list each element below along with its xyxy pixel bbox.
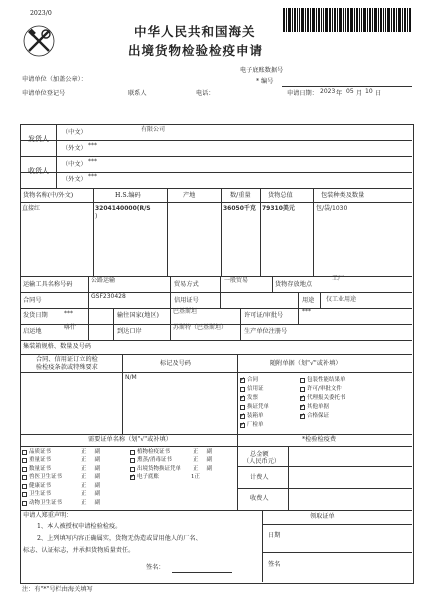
date-year: 2023: [320, 88, 336, 95]
checkbox-icon[interactable]: [300, 378, 305, 383]
collector-label: 收费人: [250, 495, 269, 502]
certs-left-list: [22, 448, 122, 508]
trade-label: 贸易方式: [174, 281, 199, 288]
certs-label: 需要证单名称（划"√"或补填）: [88, 436, 172, 443]
goods-header-pack: 包装种类及数量: [321, 192, 365, 199]
goods-hs-cont: ): [95, 213, 98, 220]
phone-label: 电话：: [196, 90, 215, 97]
declaration-label: 申请人郑重声明：: [23, 512, 73, 519]
checkbox-icon[interactable]: [240, 378, 245, 383]
doc-guarantee[interactable]: ✓ 合格保证: [300, 412, 410, 421]
checkbox-icon[interactable]: [22, 475, 27, 480]
checkbox-icon[interactable]: [22, 492, 27, 497]
applicant-unit-label: 申请单位（加盖公章）：: [22, 76, 87, 83]
origin-port-value: 喀什: [64, 324, 77, 331]
dest-country-label: 输往国家(地区): [117, 312, 159, 319]
checkbox-icon[interactable]: [240, 423, 245, 428]
e-bottom-label: 电子底账数据号: [240, 67, 284, 74]
consignor-label: 发货人: [28, 135, 49, 143]
consignor-en-value: ***: [88, 142, 97, 149]
calc-label: 计费人: [250, 474, 269, 481]
arrival-port-value: 苏斯特（巴基斯坦）: [173, 324, 228, 331]
pickup-label: 领取证单: [310, 513, 335, 520]
origin-port-label: 启运地: [23, 328, 42, 335]
consignee-cn-label: （中文）: [62, 161, 87, 168]
checkbox-icon[interactable]: [22, 458, 27, 463]
checkbox-icon[interactable]: [130, 467, 135, 472]
ship-date-label: 发货日期: [23, 312, 48, 319]
usage-label: 用途: [302, 297, 315, 304]
cert-veterinary[interactable]: 兽医卫生证书 正 副: [22, 474, 122, 483]
goods-header-hs: H.S.编码: [115, 192, 141, 199]
cert-sanitary[interactable]: 卫生证书 正 副: [22, 491, 122, 500]
contract-value: GSF230428: [91, 293, 126, 300]
lc-label: 信用证号: [174, 297, 199, 304]
permit-value: ***: [302, 308, 311, 315]
contract-label: 合同号: [23, 297, 42, 304]
day-unit: 日: [375, 90, 382, 97]
cert-e-bottom[interactable]: ✓ 电子底账 1 正: [130, 474, 235, 483]
footer-note: 注：有"*"号栏由海关填写: [22, 586, 93, 593]
date-month: 05: [346, 88, 354, 95]
lc-terms-label-2: 验检疫条款或特殊要求: [36, 364, 98, 371]
doc-other[interactable]: ✓ 其他单据: [300, 403, 410, 412]
doc-contract[interactable]: ✓ 合同: [240, 376, 290, 385]
cert-animal[interactable]: 动物卫生证书 正 副: [22, 499, 122, 508]
title-line1: 中华人民共和国海关: [134, 24, 256, 39]
checkbox-icon[interactable]: [300, 387, 305, 392]
trade-value: 一般贸易: [224, 277, 249, 284]
cert-weight[interactable]: 重量证书 正 副: [22, 457, 122, 466]
consignee-label: 收货人: [28, 167, 49, 175]
goods-hs: 3204140000(R/S: [95, 205, 151, 212]
cert-exchange[interactable]: 出境货物换证凭单 正 副: [130, 465, 235, 474]
storage-label: 货物存放地点: [275, 281, 313, 288]
checkbox-icon[interactable]: [22, 501, 27, 506]
month-unit: 月: [356, 90, 363, 97]
doc-factory[interactable]: ✓ 厂检单: [240, 421, 290, 430]
lc-terms-label-1: 合同、信用证订立的检: [36, 356, 98, 363]
goods-header-value: 货物总值: [268, 192, 293, 199]
pickup-sign-label: 签名: [268, 561, 281, 568]
declaration-line3: 标志、认证标志，并承担货物质量责任。: [23, 547, 135, 554]
checkbox-icon[interactable]: [22, 450, 27, 455]
fee-label: *检验检疫费: [302, 436, 337, 443]
checkbox-icon[interactable]: [300, 414, 305, 419]
consignor-en-label: （外文）: [62, 145, 87, 152]
docs-right-list: [300, 376, 410, 421]
arrival-port-label: 到达口岸: [117, 328, 142, 335]
year-unit: 年: [336, 90, 343, 97]
checkbox-icon[interactable]: [130, 450, 135, 455]
cert-health[interactable]: 健康证书 正 副: [22, 482, 122, 491]
checkbox-icon[interactable]: [22, 484, 27, 489]
form-code: 2023/0: [30, 10, 52, 17]
doc-permit[interactable]: 许可/审批文件: [300, 385, 410, 394]
checkbox-icon[interactable]: [240, 405, 245, 410]
pickup-date-label: 日期: [268, 532, 281, 539]
checkbox-icon[interactable]: [240, 396, 245, 401]
docs-left-list: [240, 376, 290, 430]
checkbox-icon[interactable]: [240, 387, 245, 392]
checkbox-icon[interactable]: [22, 467, 27, 472]
certs-right-list: [130, 448, 235, 482]
consignor-cn-value: 有限公司: [141, 126, 166, 133]
usage-value: 仅工业用途: [326, 296, 357, 303]
goods-header-name: 货物名称(中/外文): [23, 192, 74, 199]
barcode-icon: [283, 8, 411, 32]
tool-label: 运输工具名称号码: [23, 281, 73, 288]
checkbox-icon[interactable]: [240, 414, 245, 419]
serial-label: * 编号: [256, 78, 274, 85]
goods-pack: 包/袋/1030: [316, 205, 348, 212]
total-unit: （人民币元）: [243, 458, 281, 465]
checkbox-icon[interactable]: [130, 475, 135, 480]
checkbox-icon[interactable]: [300, 396, 305, 401]
declaration-line2: 2、上列填写内容正确属实，货物无伪造或冒用他人的厂名、: [37, 535, 202, 542]
doc-exchange[interactable]: 换证凭单: [240, 403, 290, 412]
doc-packing[interactable]: ✓ 装箱单: [240, 412, 290, 421]
applicant-reg-label: 申请单位登记号: [22, 90, 66, 97]
date-label: 申请日期：: [287, 90, 318, 97]
goods-qty: 36050千克: [223, 205, 256, 212]
marks-label: 标记及号码: [160, 360, 191, 367]
consignee-cn-value: ***: [88, 158, 97, 165]
cert-phyto[interactable]: 植物检疫证书 正 副: [130, 448, 235, 457]
title-line2: 出境货物检验检疫申请: [128, 43, 264, 58]
consignee-en-label: （外文）: [62, 176, 87, 183]
dest-country-value: 巴基斯坦: [173, 308, 198, 315]
doc-lc[interactable]: 信用证: [240, 385, 290, 394]
ship-date-value: ***: [64, 310, 73, 317]
cert-quantity[interactable]: 数量证书 正 副: [22, 465, 122, 474]
container-label: 集装箱规格、数量及号码: [23, 343, 92, 350]
contact-label: 联系人: [128, 90, 147, 97]
producer-reg-label: 生产单位注册号: [244, 328, 288, 335]
consignor-cn-label: （中文）: [62, 129, 87, 136]
storage-value: 工厂: [332, 275, 345, 282]
checkbox-icon[interactable]: [300, 405, 305, 410]
doc-agency[interactable]: ✓ 代理报关委托书: [300, 394, 410, 403]
doc-pack-perf[interactable]: 包装性能结果单: [300, 376, 410, 385]
declaration-sign-label: 签名：: [146, 564, 165, 571]
goods-header-qty: 数/重量: [230, 192, 251, 199]
checkbox-icon[interactable]: [130, 458, 135, 463]
marks-value: N/M: [125, 374, 137, 381]
goods-value: 79310美元: [262, 205, 295, 212]
docs-label: 随附单据（划"√"或补填）: [270, 360, 342, 367]
total-label: 总金额: [250, 451, 269, 458]
permit-label: 许可证/审批号: [244, 312, 284, 319]
cert-quality[interactable]: 品质证书 正 副: [22, 448, 122, 457]
consignee-en-value: ***: [88, 173, 97, 180]
goods-header-origin: 产地: [183, 192, 196, 199]
date-day: 10: [365, 88, 373, 95]
doc-invoice[interactable]: ✓ 发票: [240, 394, 290, 403]
goods-name: 直接红: [22, 205, 41, 212]
cert-fumigation[interactable]: 熏蒸/消毒证书 正 副: [130, 457, 235, 466]
declaration-line1: 1、本人被授权申请检验检疫。: [37, 523, 122, 530]
tool-value: 公路运输: [91, 277, 116, 284]
customs-emblem-icon: [22, 24, 56, 58]
